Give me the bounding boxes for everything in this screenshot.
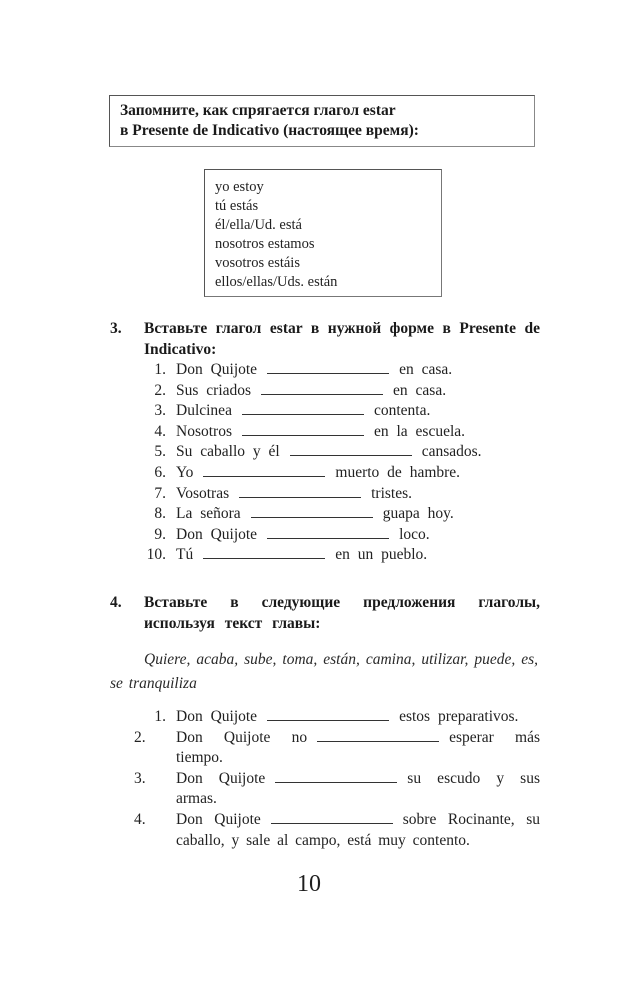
exercise-items bbox=[110, 360, 540, 566]
exercise-item bbox=[110, 525, 540, 546]
conjugation-line: yo estoy bbox=[215, 179, 264, 195]
answer-blank[interactable] bbox=[203, 463, 325, 477]
item-text-before: Don Quijote bbox=[176, 769, 266, 787]
item-number: 3. bbox=[134, 769, 146, 787]
answer-blank[interactable] bbox=[271, 810, 393, 824]
item-number: 3. bbox=[154, 402, 166, 420]
item-number: 7. bbox=[154, 484, 166, 502]
item-text-after: esperar más tiempo. bbox=[176, 728, 541, 767]
item-text-before: Don Quijote no bbox=[176, 728, 308, 746]
exercise-4-items bbox=[110, 707, 540, 851]
item-text-after: loco. bbox=[399, 525, 430, 543]
conjugation-line: ellos/ellas/Uds. están bbox=[215, 274, 338, 290]
answer-blank[interactable] bbox=[239, 484, 361, 498]
item-text-before: Don Quijote bbox=[176, 810, 261, 828]
exercise-title: Вставьте в следующие предложения глаголы, используя текст главы: bbox=[144, 594, 540, 632]
page-number: 10 bbox=[297, 871, 321, 897]
exercise-number: 3. bbox=[110, 320, 122, 337]
answer-blank[interactable] bbox=[267, 525, 389, 539]
exercise-title: Вставьте глагол estar в нужной форме в Presente de Indicativo: bbox=[144, 320, 540, 358]
exercise-heading bbox=[110, 592, 540, 634]
item-text-before: Tú bbox=[176, 546, 194, 564]
exercise-3 bbox=[110, 318, 540, 566]
item-text-after: sobre Rocinante, su caballo, y sale al campo, está muy contento. bbox=[176, 810, 540, 849]
item-text-before: Don Quijote bbox=[176, 708, 258, 725]
item-text-after: en la escuela. bbox=[373, 422, 466, 440]
conjugation-line: él/ella/Ud. está bbox=[215, 217, 302, 233]
item-number: 6. bbox=[154, 463, 166, 481]
grammar-rule-box bbox=[109, 95, 535, 147]
item-number: 4. bbox=[154, 422, 166, 440]
answer-blank[interactable] bbox=[290, 442, 412, 456]
item-text-after: contenta. bbox=[373, 402, 431, 420]
verb-list: Quiere, acaba, sube, toma, están, camina, utilizar, puede, es, se tranquiliza bbox=[110, 651, 538, 692]
item-text-before: Su caballo y él bbox=[176, 443, 280, 461]
answer-blank[interactable] bbox=[317, 728, 439, 742]
item-number: 10. bbox=[146, 546, 166, 564]
item-number: 4. bbox=[134, 810, 146, 828]
exercise-item bbox=[110, 401, 540, 422]
item-text-before: Sus criados bbox=[176, 381, 252, 399]
exercise-item bbox=[110, 769, 540, 810]
answer-blank[interactable] bbox=[242, 422, 364, 436]
conjugation-line: vosotros estáis bbox=[215, 255, 300, 271]
exercise-item bbox=[110, 442, 540, 463]
exercise-item bbox=[110, 545, 540, 566]
item-text-before: Nosotros bbox=[176, 422, 232, 440]
exercise-item bbox=[110, 504, 540, 525]
exercise-item bbox=[110, 484, 540, 505]
conjugation-table bbox=[204, 169, 442, 297]
exercise-item bbox=[110, 728, 540, 769]
exercise-item bbox=[110, 360, 540, 381]
item-text-after: cansados. bbox=[421, 443, 482, 461]
exercise-item bbox=[110, 810, 540, 851]
item-text-before: Dulcinea bbox=[176, 402, 232, 420]
item-text-before: Don Quijote bbox=[176, 525, 258, 543]
exercise-item bbox=[110, 422, 540, 443]
conjugation-line: tú estás bbox=[215, 198, 259, 214]
item-text-after: su escudo y sus armas. bbox=[176, 769, 541, 808]
item-number: 9. bbox=[154, 525, 166, 543]
exercise-item bbox=[110, 707, 540, 728]
item-text-after: en un pueblo. bbox=[335, 546, 428, 564]
item-text-before: Vosotras bbox=[176, 484, 230, 502]
item-text-after: en casa. bbox=[399, 361, 453, 378]
item-text-after: estos preparativos. bbox=[399, 708, 519, 725]
exercise-4 bbox=[110, 592, 540, 634]
item-text-before: Don Quijote bbox=[176, 361, 258, 378]
answer-blank[interactable] bbox=[267, 360, 389, 374]
item-number: 1. bbox=[154, 708, 166, 725]
item-number: 8. bbox=[154, 505, 166, 523]
answer-blank[interactable] bbox=[267, 707, 389, 721]
answer-blank[interactable] bbox=[251, 504, 373, 518]
answer-blank[interactable] bbox=[261, 381, 383, 395]
item-text-after: guapa hoy. bbox=[382, 505, 454, 523]
exercise-item bbox=[110, 381, 540, 402]
item-number: 2. bbox=[134, 728, 146, 746]
item-number: 5. bbox=[154, 443, 166, 461]
item-text-before: Yo bbox=[176, 463, 194, 481]
rule-line: Запомните, как спрягается глагол estar bbox=[120, 102, 396, 119]
exercise-item bbox=[110, 463, 540, 484]
exercise-items bbox=[110, 707, 540, 851]
answer-blank[interactable] bbox=[203, 545, 325, 559]
item-text-after: en casa. bbox=[393, 381, 447, 399]
item-text-before: La señora bbox=[176, 505, 241, 523]
answer-blank[interactable] bbox=[275, 769, 397, 783]
item-text-after: muerto de hambre. bbox=[335, 463, 461, 481]
item-text-after: tristes. bbox=[371, 484, 413, 502]
rule-line: в Presente de Indicativo (настоящее время): bbox=[120, 122, 419, 139]
answer-blank[interactable] bbox=[242, 401, 364, 415]
exercise-number: 4. bbox=[110, 594, 122, 611]
conjugation-line: nosotros estamos bbox=[215, 236, 315, 252]
exercise-heading bbox=[110, 318, 540, 360]
item-number: 1. bbox=[154, 361, 166, 378]
item-number: 2. bbox=[154, 381, 166, 399]
